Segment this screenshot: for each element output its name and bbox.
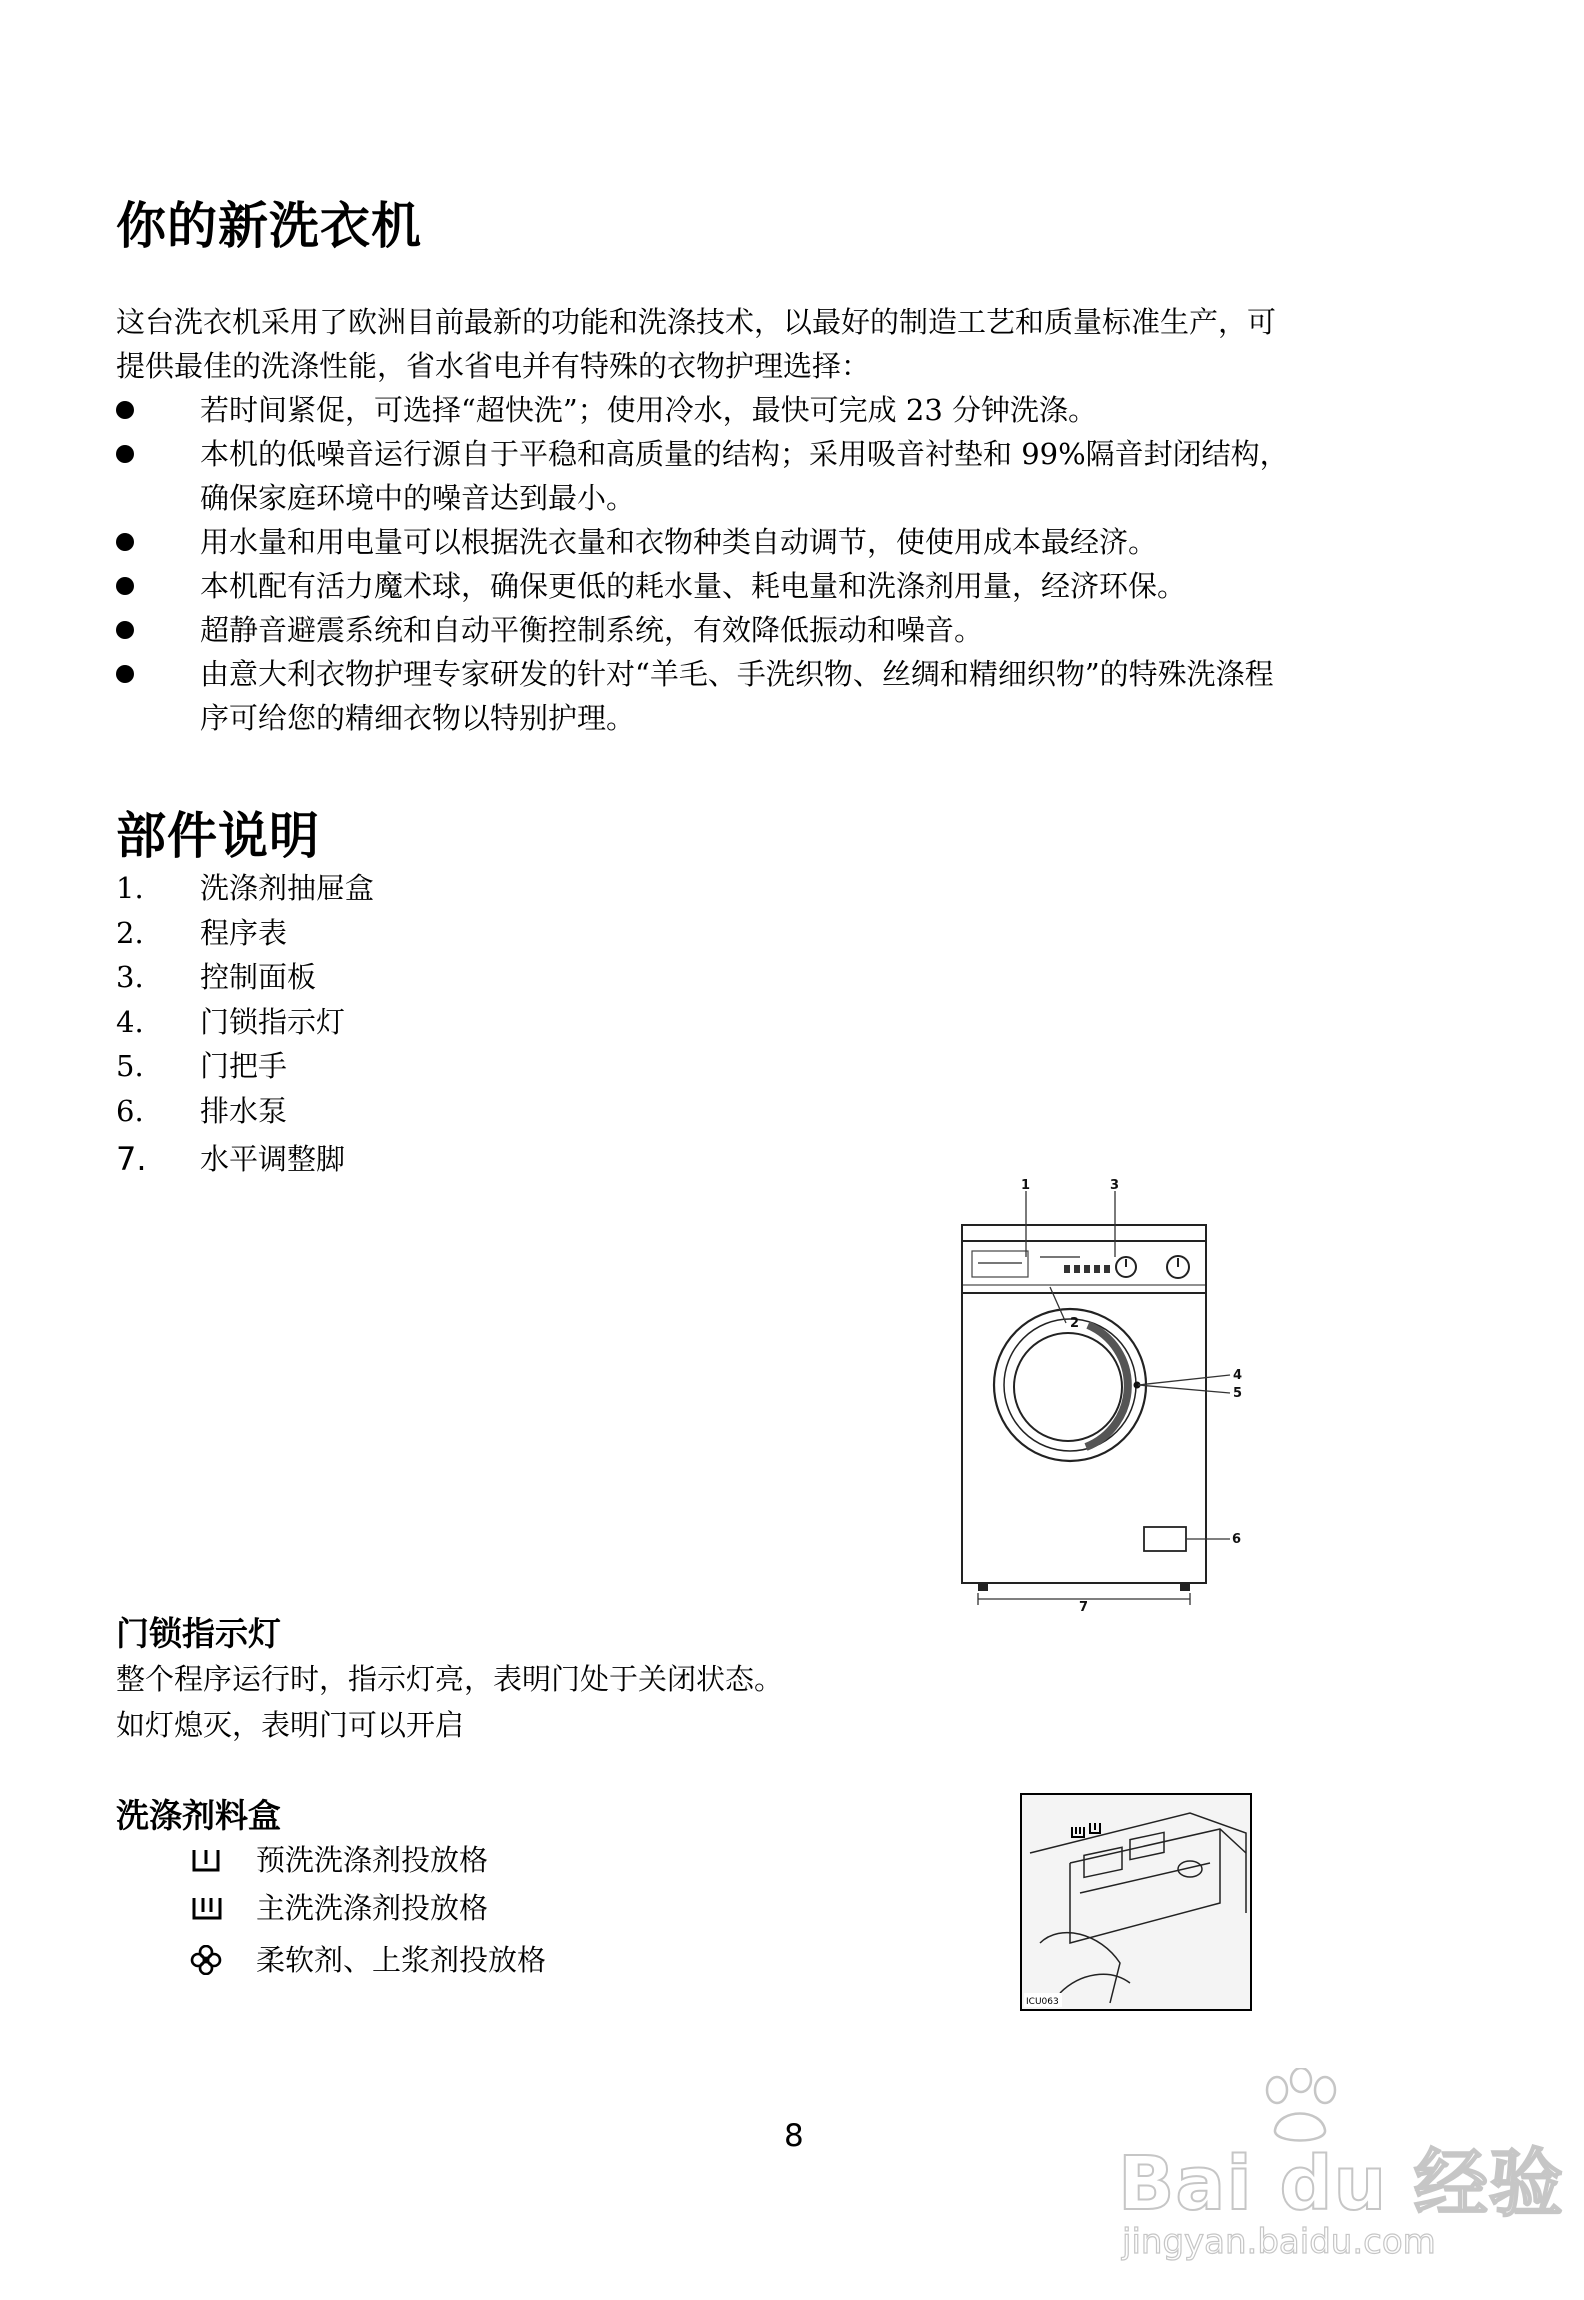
foot-right [1180, 1583, 1190, 1591]
list-item: 用水量和用电量可以根据洗衣量和衣物种类自动调节，使使用成本最经济。 [116, 520, 1516, 564]
list-item: 本机的低噪音运行源自于平稳和高质量的结构；采用吸音衬垫和 99%隔音封闭结构， 确保家庭环境中的噪音达到最小。 [116, 432, 1516, 520]
diagram-label: 6 [1232, 1532, 1242, 1547]
bullet-icon [116, 401, 134, 419]
part-number: 3. [116, 960, 144, 994]
machine-body [962, 1225, 1206, 1583]
description-line: 整个程序运行时，指示灯亮，表明门处于关闭状态。 [116, 1662, 784, 1696]
intro-paragraph [116, 300, 1506, 388]
part-label: 门锁指示灯 [200, 1004, 346, 1039]
list-item [190, 1936, 890, 1984]
bullet-icon [116, 665, 134, 683]
section-title-door-lock: 门锁指示灯 [116, 1614, 281, 1653]
section-title-parts: 部件说明 [116, 807, 320, 865]
part-number: 5. [116, 1049, 144, 1083]
part-label: 洗涤剂抽屉盒 [200, 871, 375, 905]
list-item [190, 1884, 890, 1932]
intro-paragraph-line: 提供最佳的洗涤性能，省水省电并有特殊的衣物护理选择： [116, 349, 871, 383]
bullet-icon [116, 533, 134, 551]
part-label: 水平调整脚 [200, 1142, 346, 1176]
machine-door [994, 1309, 1146, 1461]
control-panel-details [972, 1251, 1189, 1278]
detergent-drawer-illustration [1020, 1793, 1252, 2011]
diagram-label: 5 [1233, 1386, 1243, 1401]
part-number: 4. [116, 1004, 144, 1039]
part-number: 7. [116, 1140, 147, 1178]
list-item: 本机配有活力魔术球，确保更低的耗水量、耗电量和洗涤剂用量，经济环保。 [116, 564, 1516, 608]
intro-paragraph-line: 这台洗衣机采用了欧洲目前最新的功能和洗涤技术，以最好的制造工艺和质量标准生产，可 [116, 305, 1277, 339]
mainwash-compartment-icon [190, 1893, 256, 1923]
part-label: 门把手 [200, 1049, 288, 1083]
diagram-label: 2 [1070, 1316, 1080, 1331]
page-number: 8 [784, 2118, 804, 2154]
list-item [116, 1089, 616, 1134]
section-title-detergent-box: 洗涤剂料盒 [116, 1796, 281, 1835]
feature-list [116, 388, 1516, 740]
description-line: 如灯熄灭，表明门可以开启 [116, 1708, 465, 1742]
part-number: 1. [116, 871, 144, 905]
bullet-icon [116, 445, 134, 463]
watermark-brand: Bai du 经验 [1118, 2141, 1564, 2227]
diagram-label: 1 [1021, 1178, 1031, 1193]
part-label: 程序表 [200, 915, 288, 950]
list-item [116, 866, 616, 911]
prewash-compartment-icon [190, 1845, 256, 1875]
compartment-label: 主洗洗涤剂投放格 [256, 1891, 489, 1925]
part-label: 排水泵 [200, 1093, 288, 1128]
list-item: 由意大利衣物护理专家研发的针对“羊毛、手洗织物、丝绸和精细织物”的特殊洗涤程 序可给您的精细衣物以特别护理。 [116, 652, 1516, 740]
door-lock-description [116, 1656, 1016, 1748]
list-item [116, 1137, 616, 1182]
list-item [116, 1000, 616, 1045]
watermark-url: jingyan.baidu.com [1122, 2222, 1436, 2262]
part-label: 控制面板 [200, 960, 317, 994]
list-item: 若时间紧促，可选择“超快洗”；使用冷水，最快可完成 23 分钟洗涤。 [116, 388, 1516, 432]
list-item [116, 1044, 616, 1089]
photo-code: ICU063 [1026, 1997, 1059, 2007]
washing-machine-diagram [940, 1175, 1270, 1615]
list-item [190, 1836, 890, 1884]
pump-cover [1144, 1527, 1186, 1551]
list-item [116, 955, 616, 1000]
list-item [116, 911, 616, 956]
softener-flower-icon [190, 1945, 256, 1975]
list-item: 超静音避震系统和自动平衡控制系统，有效降低振动和噪音。 [116, 608, 1516, 652]
diagram-label: 4 [1233, 1368, 1243, 1383]
detergent-compartment-list [190, 1836, 890, 1984]
foot-left [978, 1583, 988, 1591]
part-number: 6. [116, 1093, 144, 1128]
part-number: 2. [116, 915, 144, 950]
bullet-icon [116, 621, 134, 639]
bullet-icon [116, 577, 134, 595]
compartment-label: 柔软剂、上浆剂投放格 [256, 1943, 547, 1977]
compartment-label: 预洗洗涤剂投放格 [256, 1843, 489, 1877]
parts-list [116, 866, 616, 1182]
diagram-label: 3 [1110, 1178, 1120, 1193]
diagram-label: 7 [1079, 1600, 1089, 1615]
section-title-new-washer: 你的新洗衣机 [116, 197, 422, 255]
